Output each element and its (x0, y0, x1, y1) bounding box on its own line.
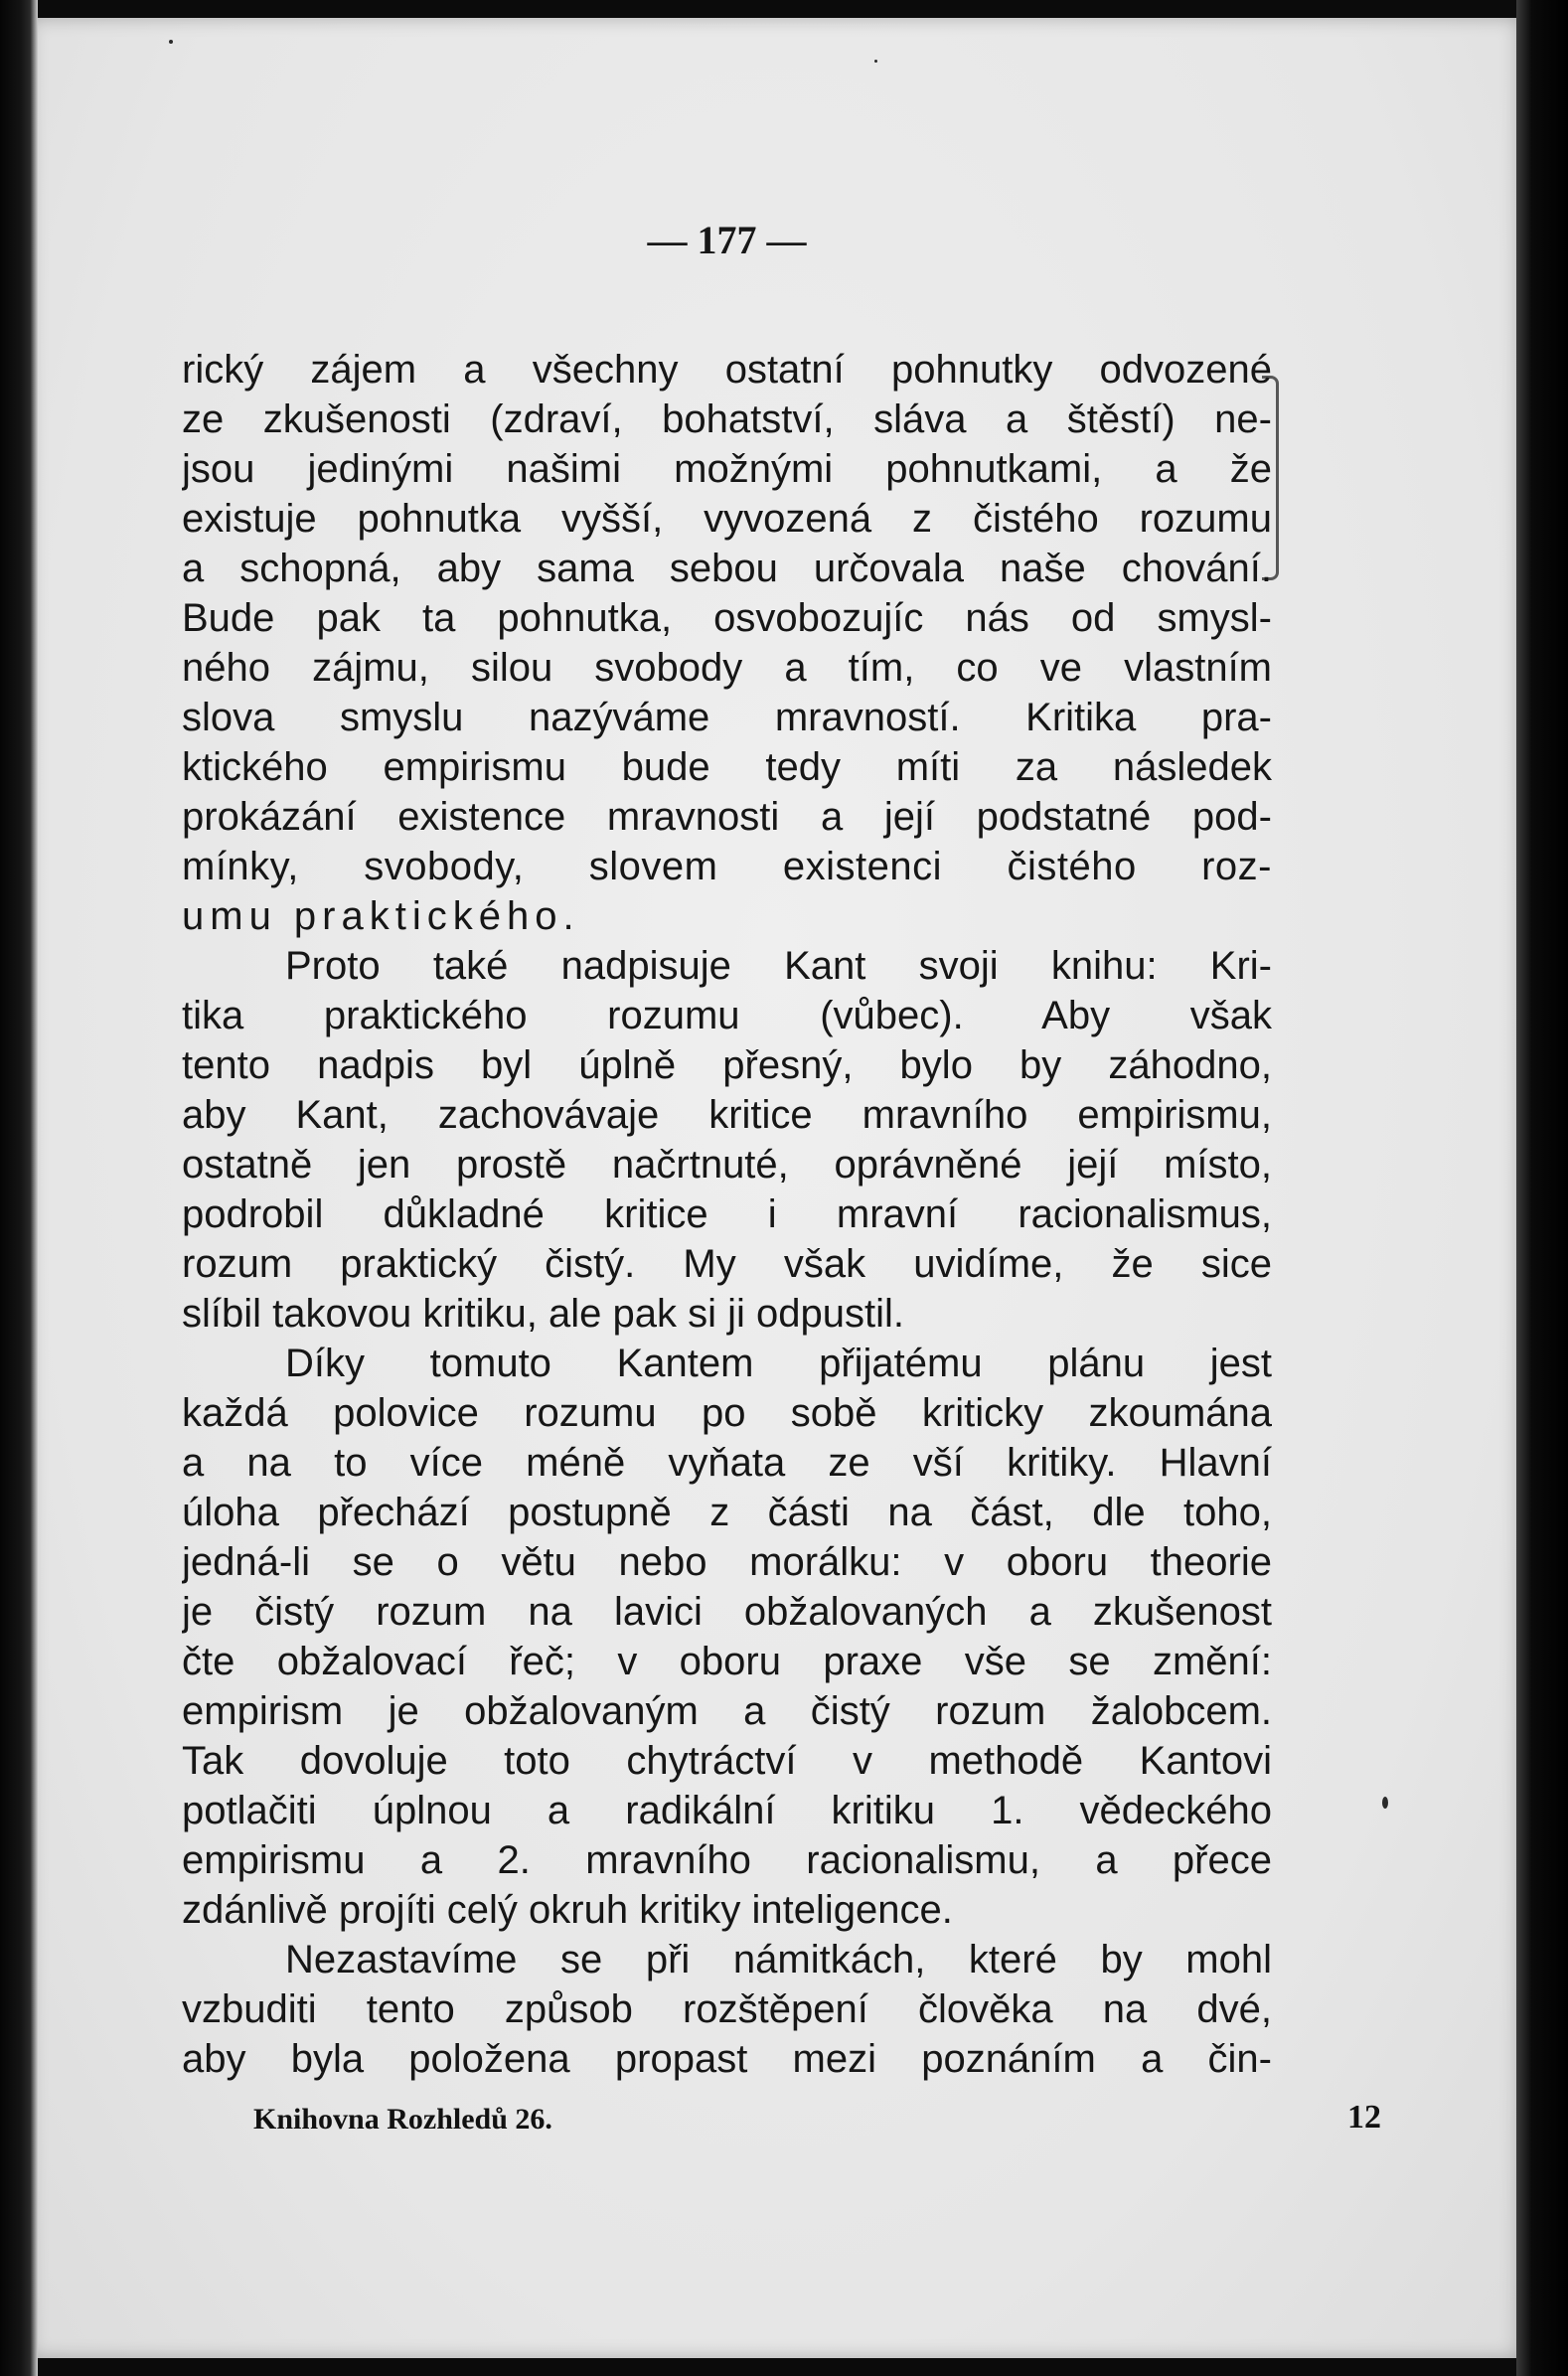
text-line: empirismu a 2. mravního racionalismu, a přece (182, 1838, 1272, 1882)
text-line: mínky, svobody, slovem existenci čistého roz- (182, 845, 1272, 888)
text-line: slíbil takovou kritiku, ale pak si ji odpustil. (182, 1292, 904, 1336)
text-line: aby byla položena propast mezi poznáním a čin- (182, 2037, 1272, 2081)
text-line: aby Kant, zachovávaje kritice mravního empirismu, (182, 1093, 1272, 1137)
ink-speck (1382, 1797, 1388, 1809)
text-line: jsou jedinými našimi možnými pohnutkami, a že (182, 447, 1272, 491)
text-line: Bude pak ta pohnutka, osvobozujíc nás od smysl- (182, 596, 1272, 640)
text-line: slova smyslu nazýváme mravností. Kritika pra- (182, 696, 1272, 739)
footer-series-title: Knihovna Rozhledů 26. (253, 2103, 552, 2136)
text-line: ktického empirismu bude tedy míti za následek (182, 745, 1272, 789)
text-line: je čistý rozum na lavici obžalovaných a zkušenost (182, 1590, 1272, 1634)
left-binding-edge (0, 0, 38, 2376)
paragraph-first-line: Nezastavíme se při námitkách, které by mohl (285, 1938, 1272, 1981)
text-line: vzbuditi tento způsob rozštěpení člověka na dvé, (182, 1987, 1272, 2031)
text-line: Tak dovoluje toto chytráctví v methodě Kantovi (182, 1739, 1272, 1783)
text-line: úloha přechází postupně z části na část, dle toho, (182, 1491, 1272, 1534)
text-line: potlačiti úplnou a radikální kritiku 1. vědeckého (182, 1789, 1272, 1832)
text-line: tento nadpis byl úplně přesný, bylo by záhodno, (182, 1043, 1272, 1087)
page-footer (253, 2099, 1381, 2142)
right-scan-edge (1516, 0, 1568, 2376)
text-line: a schopná, aby sama sebou určovala naše chování. (182, 547, 1272, 590)
text-line: jedná-li se o větu nebo morálku: v oboru theorie (182, 1540, 1272, 1584)
paragraph-first-line: Díky tomuto Kantem přijatému plánu jest (285, 1342, 1272, 1385)
text-line: ného zájmu, silou svobody a tím, co ve vlastním (182, 646, 1272, 690)
text-line: rický zájem a všechny ostatní pohnutky odvozené (182, 348, 1272, 392)
text-line: podrobil důkladné kritice i mravní racionalismus, (182, 1192, 1272, 1236)
text-line: ostatně jen prostě načrtnuté, oprávněné její místo, (182, 1143, 1272, 1187)
text-line: ze zkušenosti (zdraví, bohatství, sláva a štěstí) ne- (182, 397, 1272, 441)
ink-speck (874, 60, 877, 63)
text-line: rozum praktický čistý. My však uvidíme, že sice (182, 1242, 1272, 1286)
text-line: empirism je obžalovaným a čistý rozum žalobcem. (182, 1689, 1272, 1733)
text-line: a na to více méně vyňata ze vší kritiky. Hlavní (182, 1441, 1272, 1485)
text-line: čte obžalovací řeč; v oboru praxe vše se změní: (182, 1640, 1272, 1683)
footer-signature-mark: 12 (1347, 2099, 1381, 2136)
text-line: zdánlivě projíti celý okruh kritiky inteligence. (182, 1888, 953, 1932)
text-line: každá polovice rozumu po sobě kriticky zkoumána (182, 1391, 1272, 1435)
text-line: umu praktického. (182, 894, 580, 938)
text-line: prokázání existence mravnosti a její podstatné pod- (182, 795, 1272, 839)
text-line: existuje pohnutka vyšší, vyvozená z čistého rozumu (182, 497, 1272, 541)
ink-speck (169, 40, 173, 44)
text-line: tika praktického rozumu (vůbec). Aby však (182, 994, 1272, 1037)
paragraph-first-line: Proto také nadpisuje Kant svoji knihu: Kri- (285, 944, 1272, 988)
page-number: — 177 — (647, 218, 807, 262)
